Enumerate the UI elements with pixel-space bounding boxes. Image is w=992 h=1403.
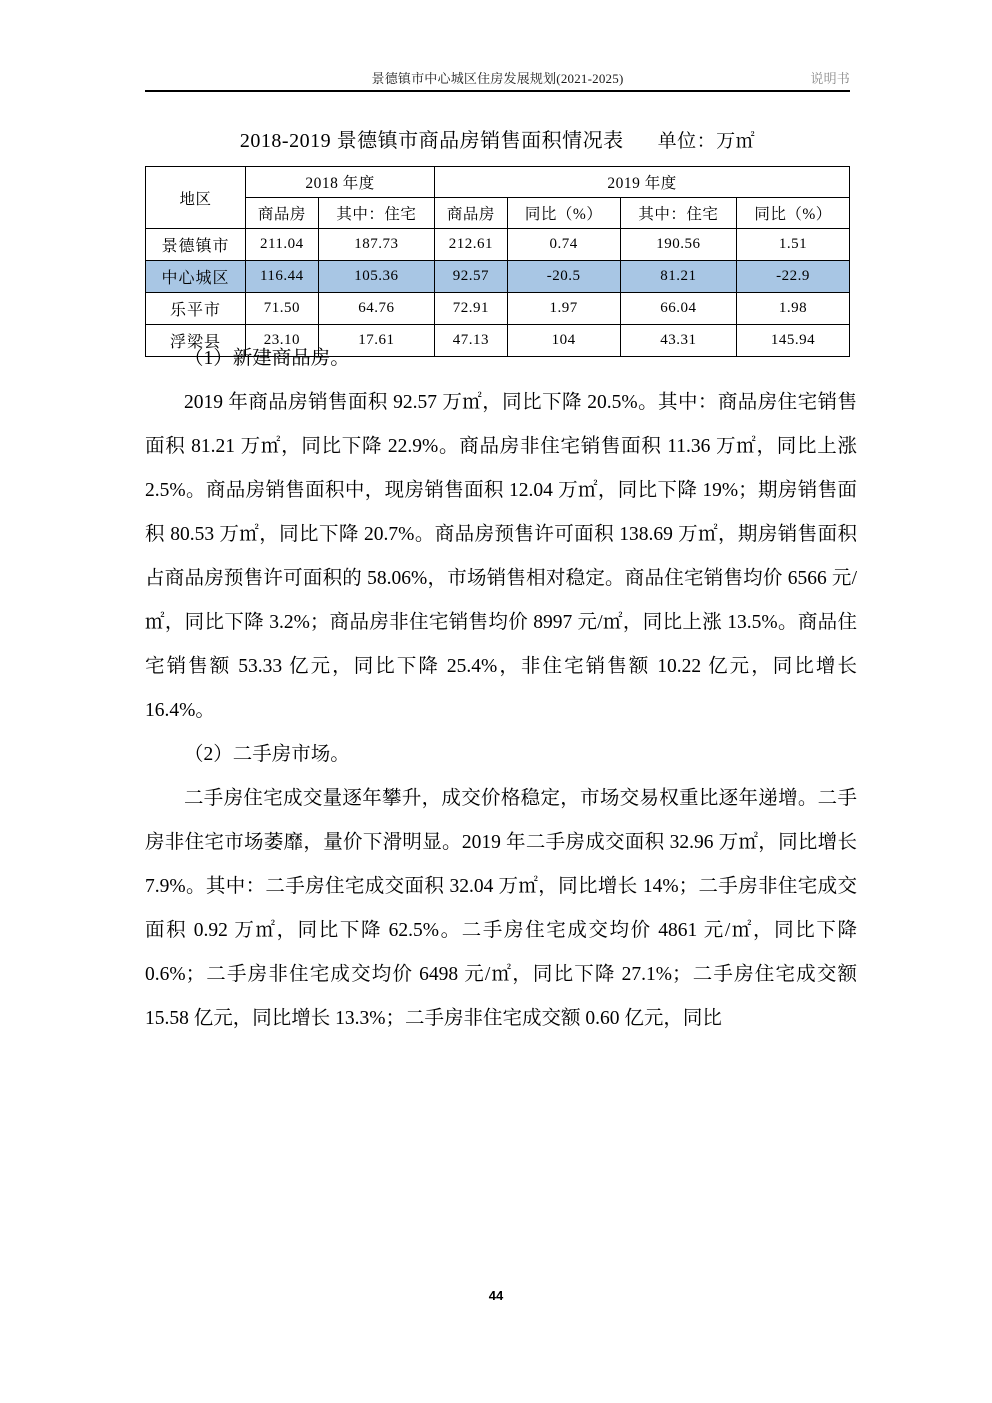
body-content — [145, 337, 857, 1041]
table-cell-2019-total-yoy: -20.5 — [507, 261, 620, 293]
table-row — [146, 229, 850, 261]
table-cell-2018-residential: 64.76 — [318, 293, 434, 325]
table-header-2019: 2019 年度 — [435, 167, 850, 198]
table-cell-2019-residential: 81.21 — [620, 261, 736, 293]
table-caption — [145, 124, 850, 153]
table-cell-2019-total: 72.91 — [435, 293, 508, 325]
table-cell-2019-residential: 190.56 — [620, 229, 736, 261]
paragraph-secondhand-detail: 二手房住宅成交量逐年攀升，成交价格稳定，市场交易权重比逐年递增。二手房非住宅市场萎靡，量价下滑明显。2019 年二手房成交面积 32.96 万㎡，同比增长 7.9%。其中：二手房住宅成交面积 32.04 万㎡，同比增长 14%；二手房非住宅成交面积 0.92 万㎡，同比下降 62.5%。二手房住宅成交均价 4861 元/㎡，同比下降 0.6%；二手房非住宅成交均价 6498 元/㎡，同比下降 27.1%；二手房住宅成交额 15.58 亿元，同比增长 13.3%；二手房非住宅成交额 0.60 亿元，同比 — [145, 788, 857, 1029]
table-cell-2019-total-yoy: 104 — [507, 325, 620, 357]
table-header-2019-total-yoy: 同比（%） — [507, 198, 620, 229]
table-header-row-2 — [146, 198, 850, 229]
table-cell-region: 景德镇市 — [146, 229, 246, 261]
table-header-row-1 — [146, 167, 850, 198]
table-caption-text: 2018-2019 景德镇市商品房销售面积情况表 — [239, 130, 624, 152]
table-header-2019-total: 商品房 — [435, 198, 508, 229]
table-cell-2019-residential-yoy: 1.51 — [737, 229, 850, 261]
paragraph-secondhand-heading: （2）二手房市场。 — [184, 744, 350, 765]
table-row — [146, 293, 850, 325]
table-cell-2019-total-yoy: 1.97 — [507, 293, 620, 325]
table-cell-2019-total: 92.57 — [435, 261, 508, 293]
table-cell-region: 浮梁县 — [146, 325, 246, 357]
header-divider — [145, 90, 850, 92]
table-cell-2019-total-yoy: 0.74 — [507, 229, 620, 261]
table-header-2018-total: 商品房 — [246, 198, 319, 229]
table-cell-region: 乐平市 — [146, 293, 246, 325]
table-cell-2019-residential: 43.31 — [620, 325, 736, 357]
table-cell-region: 中心城区 — [146, 261, 246, 293]
table-header-2018-residential: 其中：住宅 — [318, 198, 434, 229]
table-header-2019-residential: 其中：住宅 — [620, 198, 736, 229]
page-header — [145, 68, 850, 87]
table-cell-2019-total: 212.61 — [435, 229, 508, 261]
header-section-label: 说明书 — [810, 71, 850, 86]
table-cell-2019-total: 47.13 — [435, 325, 508, 357]
paragraph-new-housing-detail: 2019 年商品房销售面积 92.57 万㎡，同比下降 20.5%。其中：商品房住宅销售面积 81.21 万㎡，同比下降 22.9%。商品房非住宅销售面积 11.36 万㎡，同比上涨 2.5%。商品房销售面积中，现房销售面积 12.04 万㎡，同比下降 19%；期房销售面积 80.53 万㎡，同比下降 20.7%。商品房预售许可面积 138.69 万㎡，期房销售面积占商品房预售许可面积的 58.06%，市场销售相对稳定。商品住宅销售均价 6566 元/㎡，同比下降 3.2%；商品房非住宅销售均价 8997 元/㎡，同比上涨 13.5%。商品住宅销售额 53.33 亿元，同比下降 25.4%，非住宅销售额 10.22 亿元，同比增长 16.4%。 — [145, 392, 857, 721]
table-cell-2019-residential-yoy: -22.9 — [737, 261, 850, 293]
table-header-region: 地区 — [146, 167, 246, 229]
table-row-highlighted — [146, 261, 850, 293]
table-unit-label: 单位：万㎡ — [657, 131, 756, 152]
table-cell-2019-residential: 66.04 — [620, 293, 736, 325]
table-cell-2018-residential: 105.36 — [318, 261, 434, 293]
header-document-title: 景德镇市中心城区住房发展规划(2021-2025) — [371, 71, 624, 86]
table-cell-2018-total: 211.04 — [246, 229, 319, 261]
table-header-2019-residential-yoy: 同比（%） — [737, 198, 850, 229]
page-number: 44 — [488, 1288, 504, 1303]
sales-area-table — [145, 166, 850, 357]
table-cell-2018-residential: 187.73 — [318, 229, 434, 261]
table-cell-2019-residential-yoy: 1.98 — [737, 293, 850, 325]
paragraph-new-housing-heading: （1）新建商品房。 — [184, 348, 350, 369]
table-cell-2018-total: 116.44 — [246, 261, 319, 293]
table-cell-2018-residential: 17.61 — [318, 325, 434, 357]
table-header-2018: 2018 年度 — [246, 167, 435, 198]
table-cell-2018-total: 23.10 — [246, 325, 319, 357]
table-cell-2018-total: 71.50 — [246, 293, 319, 325]
table-cell-2019-residential-yoy: 145.94 — [737, 325, 850, 357]
